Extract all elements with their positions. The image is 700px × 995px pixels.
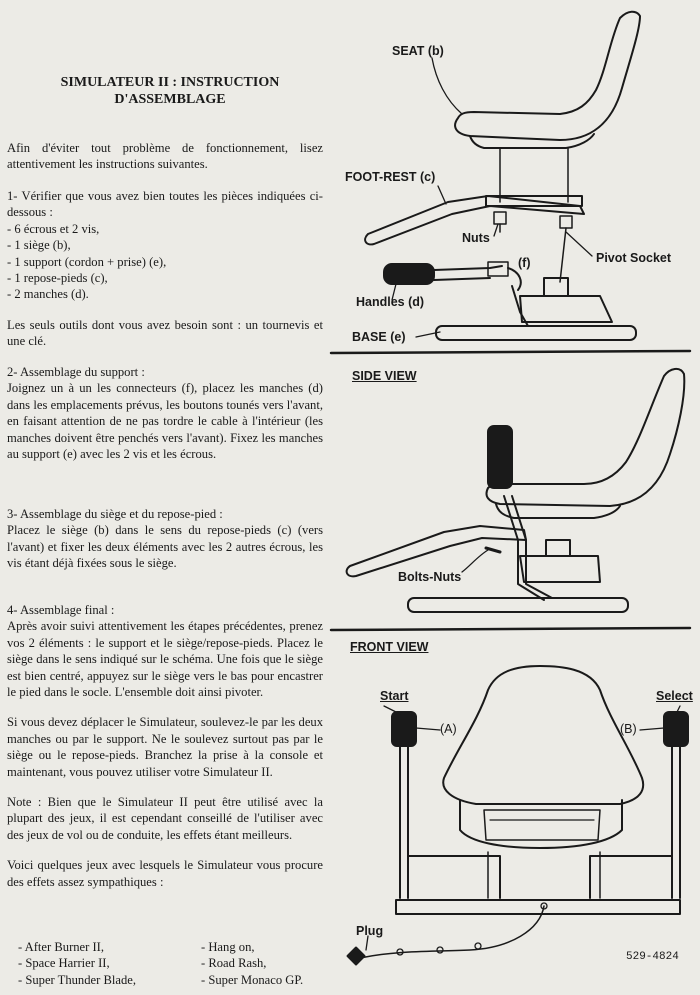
list-item: - 1 repose-pieds (c), [7, 271, 108, 286]
title-line-1: SIMULATEUR II : INSTRUCTION [60, 75, 280, 90]
intro-paragraph [7, 140, 323, 173]
step-1-heading: 1- Vérifier que vous avez bien toutes les pièces indiquées ci-dessous : [7, 189, 323, 220]
step-4-note: Note : Bien que le Simulateur II peut être utilisé avec la plupart des jeux, il est cependant conseillé de l'utiliser avec des jeux de vol ou de conduite, les effets étant meilleurs. [7, 795, 323, 842]
games-intro: Voici quelques jeux avec lesquels le Simulateur vous procure des effets assez sympathiques : [7, 858, 323, 889]
list-item [18, 955, 303, 971]
step-4-body-1: Après avoir suivi attentivement les étapes précédentes, prenez vos 2 éléments : le support et le siège/repose-pieds. Placez le siège dans le sens indiqué sur le schéma. Une fois que le siège est bien centré, appuyez sur le siège vers le bas pour encastrer le pied dans le socle. L'ensemble doit ainsi pivoter. [7, 619, 323, 700]
start-label: Start [380, 689, 409, 703]
handle-start-front-view [392, 712, 416, 746]
document-title [40, 74, 300, 108]
step-2-heading: 2- Assemblage du support : [7, 365, 145, 379]
seat-front-view [443, 666, 643, 898]
game-name: - Road Rash, [201, 956, 267, 971]
foot-rest-label: FOOT-REST (c) [345, 170, 436, 184]
games-list [18, 939, 303, 988]
list-item [18, 939, 303, 955]
button-b-label: (B) [620, 722, 637, 736]
game-name: - After Burner II, [18, 940, 105, 954]
connector-f-label: (f) [518, 256, 531, 270]
game-name: - Space Harrier II, [18, 956, 110, 971]
base-side-view [408, 496, 628, 612]
list-item [18, 972, 303, 988]
title-line-2: D'ASSEMBLAGE [114, 92, 226, 107]
list-item: - 6 écrous et 2 vis, [7, 221, 100, 236]
button-a-label: (A) [440, 722, 457, 736]
handle-side-view [488, 426, 512, 488]
step-4 [7, 602, 323, 890]
step-4-heading: 4- Assemblage final : [7, 603, 115, 617]
base-label: BASE (e) [352, 330, 406, 344]
step-3 [7, 506, 323, 572]
step-4-body-2: Si vous devez déplacer le Simulateur, soulevez-le par les deux manches ou par le support. Ne le soulevez surtout pas par le siège ou le repose-pieds. Branchez la prise à la console et maintenant, vous pouvez utiliser votre Simulateur II. [7, 715, 323, 779]
handle-exploded [384, 262, 521, 290]
base-exploded [436, 278, 636, 340]
select-label: Select [656, 689, 693, 703]
divider-line [331, 351, 690, 353]
step-2-body: Joignez un à un les connecteurs (f), placez les manches (d) dans les emplacements prévus, les boutons tounés vers l'avant, en faisant attention de ne pas tordre le cable à l'intérieur (les manches doivent être penchés vers l'avant). Fixez les manches au support (e) avec les 2 vis et les écrous. [7, 381, 323, 462]
seat-side-view [487, 369, 685, 518]
handle-select-front-view [664, 712, 688, 746]
game-name: - Super Thunder Blade, [18, 972, 136, 987]
step-3-heading: 3- Assemblage du siège et du repose-pied : [7, 507, 223, 521]
plug-label: Plug [356, 924, 384, 938]
intro-text: Afin d'éviter tout problème de fonctionnement, lisez attentivement les instructions suivantes. [7, 141, 323, 172]
list-item: - 1 siège (b), [7, 238, 71, 253]
step-1-tools: Les seuls outils dont vous avez besoin sont : un tournevis et une clé. [7, 317, 323, 349]
step-1 [7, 188, 323, 350]
front-view-heading: FRONT VIEW [350, 640, 429, 654]
side-view-heading: SIDE VIEW [352, 369, 417, 383]
nuts-label: Nuts [462, 231, 490, 245]
part-code: 529-4824 [626, 951, 679, 963]
game-name: - Hang on, [201, 940, 255, 954]
step-2 [7, 364, 323, 462]
list-item: - 2 manches (d). [7, 287, 89, 302]
guide-line [560, 228, 566, 282]
nut [494, 212, 506, 224]
handles-label: Handles (d) [356, 295, 425, 309]
pivot-socket-label: Pivot Socket [596, 251, 672, 265]
step-3-body: Placez le siège (b) dans le sens du repose-pieds (c) (vers l'avant) et fixer les deux éléments avec les 2 autres écrous, les vis étant déjà fixées sous le siège. [7, 523, 323, 571]
game-name: - Super Monaco GP. [201, 972, 304, 987]
divider-line [331, 628, 690, 630]
nut [560, 216, 572, 228]
seat-shell-exploded [455, 12, 640, 148]
bolts-nuts-label: Bolts-Nuts [398, 570, 462, 584]
list-item: - 1 support (cordon + prise) (e), [7, 254, 167, 269]
seat-label: SEAT (b) [392, 44, 444, 58]
